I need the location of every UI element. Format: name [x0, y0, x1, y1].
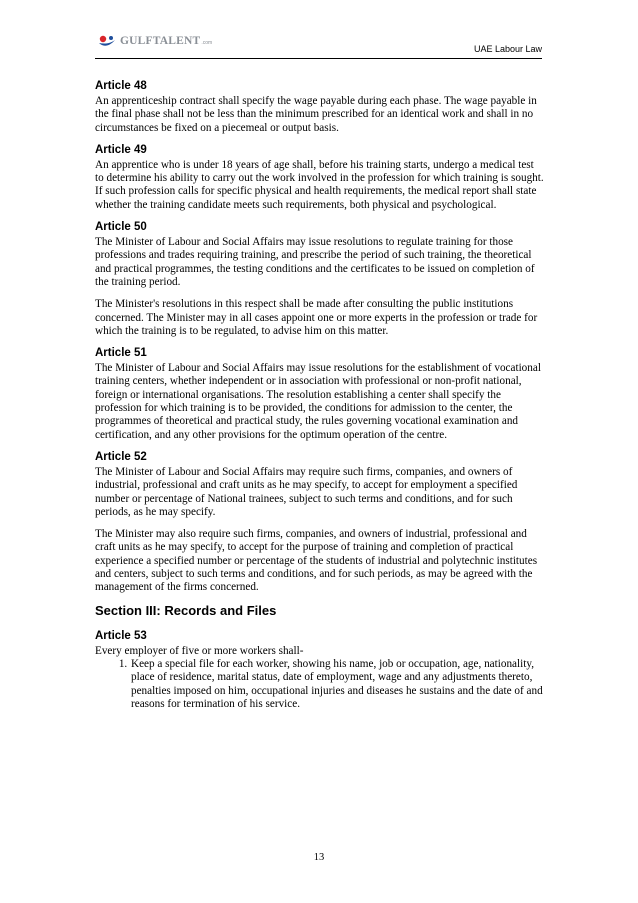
article-53-text: Every employer of five or more workers shall-: [95, 644, 304, 657]
logo-text: GULFTALENT: [120, 35, 201, 47]
document-title: UAE Labour Law: [473, 44, 542, 54]
section-title: Section III: Records and Files: [95, 602, 277, 618]
article-51-text: The Minister of Labour and Social Affairs may issue resolutions for the establishment of vocational training centers, whether independent or in association with professional or non-profit national, foreign or international organisations. The resolution establishing a center shall specify the profession for which training is to be provided, the conditions for admission to the center, the programmes of theoretical and practical study, the rules governing vocational examination and certification, and any other provisions for the optimum operation of the centre.: [95, 362, 541, 441]
article-50-text-2: The Minister's resolutions in this respect shall be made after consulting the public institutions concerned. The Minister may in all cases appoint one or more experts in the profession or trade for which the training is to be regulated, to advise him on this matter.: [95, 298, 538, 337]
article-48-text: An apprenticeship contract shall specify the wage payable during each phase. The wage payable in the final phase shall not be less than the minimum prescribed for an identical work and shall in no circumstances be fixed on a piecemeal or output basis.: [95, 95, 537, 134]
logo-suffix: .com: [201, 40, 213, 46]
article-52-title: Article 52: [95, 450, 147, 463]
article-50-text-1: The Minister of Labour and Social Affairs may issue resolutions to regulate training for those professions and trades requiring training, and prescribe the period of such training, the theoretical and practical programmes, the testing conditions and the certificates to be issued on completion of the training period.: [95, 236, 535, 288]
article-51-title: Article 51: [95, 347, 147, 360]
gulftalent-mark-icon: [97, 34, 117, 48]
article-48-title: Article 48: [95, 80, 147, 92]
article-53-title: Article 53: [95, 629, 147, 642]
page-content: [95, 79, 545, 711]
article-52-text-1: The Minister of Labour and Social Affairs may require such firms, companies, and owners of industrial, professional and craft units as he may specify, to accept for employment a specified number or percentage of National trainees, subject to such terms and conditions, and for such periods, as he may specify.: [95, 465, 518, 518]
article-49-title: Article 49: [95, 143, 147, 156]
article-52-text-2: The Minister may also require such firms, companies, and owners of industrial, professional and craft units as he may specify, to accept for the purpose of training and completion of practical experience a specified number or percentage of the students of industrial and polytechnic institutes and centers, subject to such terms and conditions, and for such periods, as may be agreed with the management of the firms concerned.: [95, 528, 538, 594]
article-50-title: Article 50: [95, 221, 147, 234]
page-header: [95, 32, 542, 59]
list-item: 1. Keep a special file for each worker, showing his name, job or occupation, age, nationality, place of residence, marital status, date of employment, wage and any adjustments thereto, penalties imposed on him, occupational injuries and diseases he sustains and the date of and reasons for termination of his service.: [130, 658, 545, 711]
article-53-list: [95, 658, 545, 711]
gulftalent-logo: [97, 34, 212, 48]
article-49-text: An apprentice who is under 18 years of age shall, before his training starts, undergo a medical test to determine his ability to carry out the work involved in the profession for which training is sought. If such profession calls for specific physical and health requirements, the medical report shall state whether the training candidate meets such requirements, both physical and psychological.: [95, 158, 544, 211]
page-number: 13: [313, 852, 325, 863]
